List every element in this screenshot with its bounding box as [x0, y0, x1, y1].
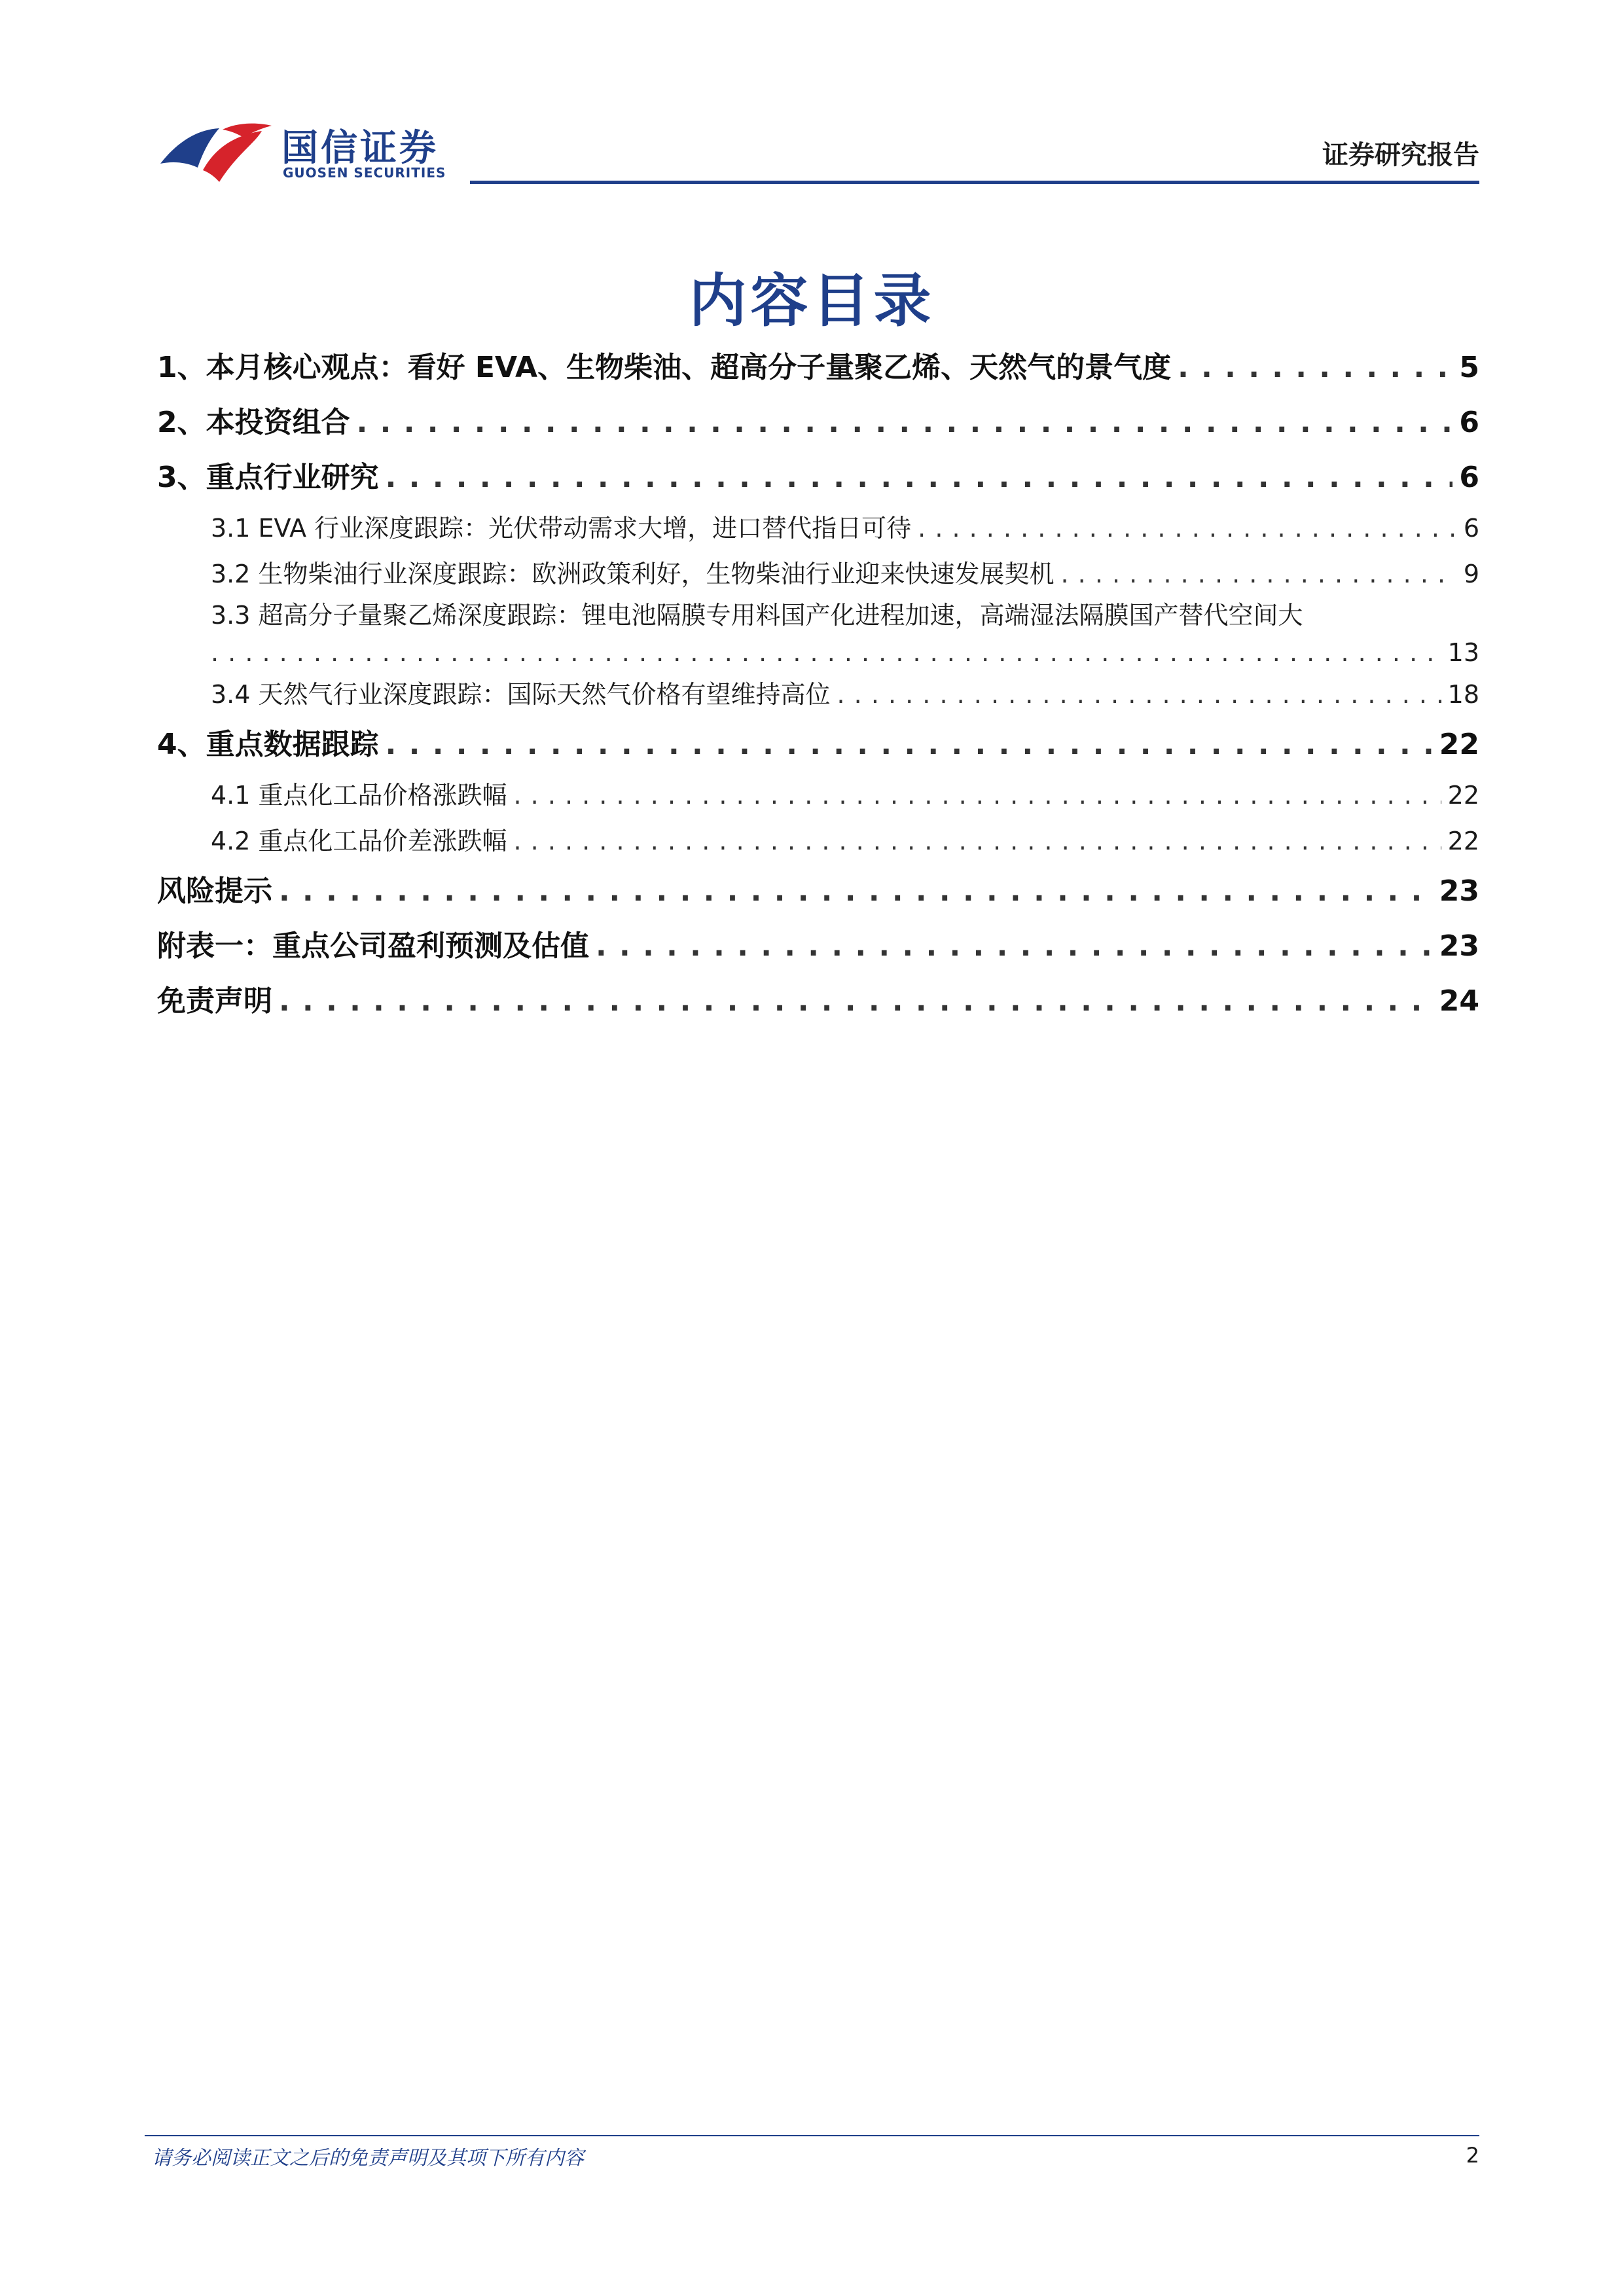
toc-entry-page: 23	[1439, 874, 1479, 908]
toc-entry-label: 2、本投资组合	[157, 406, 350, 439]
toc-entry-4-2[interactable]	[157, 818, 1479, 864]
toc-leader-dots	[211, 634, 1441, 672]
toc-entry-4-1[interactable]	[157, 772, 1479, 818]
toc-leader-dots	[596, 919, 1433, 974]
toc-entry-label: 4.2 重点化工品价差涨跌幅	[211, 827, 507, 855]
footer-divider	[145, 2135, 1479, 2136]
toc-entry-page: 18	[1447, 680, 1479, 709]
toc-leader-dots	[918, 505, 1457, 551]
toc-entry-3-1[interactable]	[157, 505, 1479, 551]
footer-disclaimer-note: 请务必阅读正文之后的免责声明及其项下所有内容	[152, 2147, 584, 2170]
toc-leader-dots	[386, 717, 1433, 772]
toc-leader-dots	[357, 395, 1453, 450]
toc-entry-page: 22	[1447, 827, 1479, 855]
guosen-logo-mark-icon	[157, 117, 275, 188]
toc-entry-label: 3.2 生物柴油行业深度跟踪：欧洲政策利好，生物柴油行业迎来快速发展契机	[211, 560, 1055, 588]
toc-entry-page: 24	[1439, 984, 1479, 1018]
table-of-contents	[157, 340, 1479, 1029]
toc-entry-page: 22	[1439, 728, 1479, 761]
report-type-label: 证券研究报告	[1322, 140, 1479, 170]
toc-entry-label: 风险提示	[157, 874, 272, 908]
toc-entry-3-4[interactable]	[157, 672, 1479, 717]
toc-leader-dots	[1061, 551, 1457, 597]
toc-entry-3[interactable]	[157, 450, 1479, 505]
toc-entry-2[interactable]	[157, 395, 1479, 450]
toc-leader-dots	[386, 450, 1453, 505]
toc-entry-label: 4、重点数据跟踪	[157, 728, 379, 761]
toc-entry-page: 9	[1463, 560, 1479, 588]
toc-entry-label: 1、本月核心观点：看好 EVA、生物柴油、超高分子量聚乙烯、天然气的景气度	[157, 351, 1172, 384]
toc-entry-risk[interactable]	[157, 864, 1479, 919]
toc-entry-page: 6	[1463, 514, 1479, 543]
toc-entry-label: 4.1 重点化工品价格涨跌幅	[211, 781, 507, 810]
guosen-logo	[157, 117, 445, 188]
toc-entry-disclaimer[interactable]	[157, 974, 1479, 1029]
toc-entry-label: 3.3 超高分子量聚乙烯深度跟踪：锂电池隔膜专用料国产化进程加速，高端湿法隔膜国产替代空间大	[211, 601, 1303, 630]
toc-entry-label: 3.1 EVA 行业深度跟踪：光伏带动需求大增，进口替代指日可待	[211, 514, 912, 543]
toc-entry-label: 免责声明	[157, 984, 272, 1018]
page-number: 2	[1466, 2143, 1479, 2168]
toc-entry-label: 3、重点行业研究	[157, 461, 379, 494]
toc-entry-page: 6	[1459, 406, 1479, 439]
toc-entry-4[interactable]	[157, 717, 1479, 772]
toc-entry-page: 13	[1447, 638, 1479, 667]
toc-leader-dots	[837, 672, 1441, 717]
toc-entry-label: 3.4 天然气行业深度跟踪：国际天然气价格有望维持高位	[211, 680, 831, 709]
toc-entry-3-3-continuation[interactable]	[157, 634, 1479, 672]
toc-leader-dots	[1178, 340, 1453, 395]
header-divider	[470, 181, 1479, 184]
toc-leader-dots	[279, 864, 1433, 919]
toc-entry-page: 6	[1459, 461, 1479, 494]
toc-leader-dots	[514, 772, 1441, 818]
toc-entry-3-2[interactable]	[157, 551, 1479, 597]
logo-english-name: GUOSEN SECURITIES	[283, 165, 446, 181]
toc-entry-page: 5	[1459, 351, 1479, 384]
toc-entry-1[interactable]	[157, 340, 1479, 395]
logo-chinese-name: 国信证券	[281, 127, 439, 170]
toc-entry-3-3[interactable]	[157, 597, 1479, 634]
toc-leader-dots	[514, 818, 1441, 864]
toc-entry-appendix[interactable]	[157, 919, 1479, 974]
toc-entry-page: 23	[1439, 929, 1479, 963]
toc-leader-dots	[279, 974, 1433, 1029]
toc-entry-label: 附表一：重点公司盈利预测及估值	[157, 929, 589, 963]
toc-entry-page: 22	[1447, 781, 1479, 810]
page-title: 内容目录	[689, 267, 935, 334]
